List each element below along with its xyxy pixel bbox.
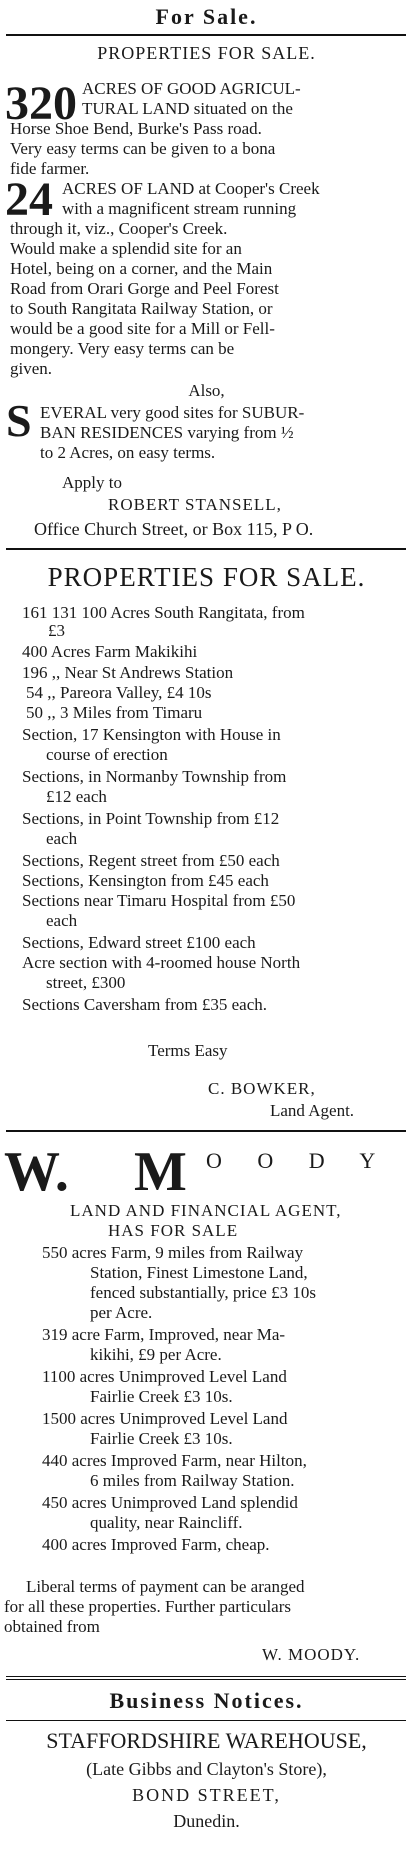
ad-line: Very easy terms can be given to a bona [10, 139, 276, 158]
ad-line: Road from Orari Gorge and Peel Forest [10, 279, 279, 298]
listing-line: 1500 acres Unimproved Level Land [42, 1409, 288, 1428]
ad-number: 320 [5, 77, 77, 130]
listing-line: 450 acres Unimproved Land splendid [42, 1493, 298, 1512]
ad-line: with a magnificent stream running [62, 199, 297, 218]
listing-line: Sections, Kensington from £45 each [22, 871, 269, 890]
name-rest: O O D Y [206, 1148, 376, 1173]
section-header-for-sale: For Sale. [155, 4, 258, 29]
listing-line: £12 each [46, 787, 107, 806]
listing-line: Sections, in Point Township from £12 [22, 809, 280, 828]
divider [6, 1720, 406, 1721]
liberal-terms-line: obtained from [4, 1617, 100, 1636]
ad-line: ACRES OF LAND at Cooper's Creek [62, 179, 320, 198]
listing-line: 50 ,, 3 Miles from Timaru [26, 703, 203, 722]
listing-line: 440 acres Improved Farm, near Hilton, [42, 1451, 307, 1470]
agent-office: Office Church Street, or Box 115, P O. [34, 519, 314, 539]
ad-line: given. [10, 359, 53, 378]
listing-line: Sections, Regent street from £50 each [22, 851, 280, 870]
signature: W. MOODY. [262, 1645, 361, 1664]
drop-cap: S [6, 395, 32, 446]
liberal-terms-line: for all these properties. Further particulars [4, 1597, 292, 1616]
terms-label: Terms Easy [148, 1041, 228, 1060]
listing-line: Acre section with 4-roomed house North [22, 953, 301, 972]
has-for-sale: HAS FOR SALE [108, 1221, 239, 1240]
listing-line: 54 ,, Pareora Valley, £4 10s [26, 683, 212, 702]
listing-line: 400 Acres Farm Makikihi [22, 642, 198, 661]
ad-line: Hotel, being on a corner, and the Main [10, 259, 273, 278]
ad-line: EVERAL very good sites for SUBUR- [40, 403, 305, 422]
agent-title: Land Agent. [270, 1101, 355, 1120]
listing-line: Sections, in Normanby Township from [22, 767, 287, 786]
listing-line: 196 ,, Near St Andrews Station [22, 663, 234, 682]
listing-line: Fairlie Creek £3 10s. [90, 1387, 233, 1406]
listing-line: Sections near Timaru Hospital from £50 [22, 891, 296, 910]
ad-line: Would make a splendid site for an [10, 239, 242, 258]
listing-line: each [46, 829, 78, 848]
listing-line: 161 131 100 Acres South Rangitata, from [22, 603, 305, 622]
divider [6, 1130, 406, 1132]
also-label: Also, [188, 381, 225, 400]
listing-line: 319 acre Farm, Improved, near Ma- [42, 1325, 286, 1344]
name-initial: W. [4, 1141, 69, 1203]
listing-line: street, £300 [46, 973, 126, 992]
ad-line: to 2 Acres, on easy terms. [40, 443, 216, 462]
listing-line: 550 acres Farm, 9 miles from Railway [42, 1243, 304, 1262]
listing-line: Sections Caversham from £35 each. [22, 995, 268, 1014]
listing-line: fenced substantially, price £3 10s [90, 1283, 316, 1302]
ad-line: ACRES OF GOOD AGRICUL- [82, 79, 301, 98]
listing-line: per Acre. [90, 1303, 153, 1322]
divider [6, 548, 406, 550]
listing-line: 400 acres Improved Farm, cheap. [42, 1535, 270, 1554]
agent-subtitle: LAND AND FINANCIAL AGENT, [70, 1201, 342, 1220]
apply-to: Apply to [62, 473, 122, 492]
listing-line: each [46, 911, 78, 930]
ad-line: would be a good site for a Mill or Fell- [10, 319, 275, 338]
divider [6, 34, 406, 36]
ad-line: Horse Shoe Bend, Burke's Pass road. [10, 119, 262, 138]
listing-line: quality, near Raincliff. [90, 1513, 243, 1532]
listing-line: 1100 acres Unimproved Level Land [42, 1367, 287, 1386]
listing-line: £3 [48, 621, 65, 640]
ad-line: through it, viz., Cooper's Creek. [10, 219, 228, 238]
ad-line: TURAL LAND situated on the [82, 99, 293, 118]
ad-title: PROPERTIES FOR SALE. [47, 562, 366, 592]
listing-line: Station, Finest Limestone Land, [90, 1263, 308, 1282]
listing-line: kikihi, £9 per Acre. [90, 1345, 222, 1364]
liberal-terms-line: Liberal terms of payment can be aranged [26, 1577, 305, 1596]
listing-line: Sections, Edward street £100 each [22, 933, 256, 952]
section-header-business-notices: Business Notices. [109, 1688, 304, 1713]
ad-city: Dunedin. [173, 1811, 240, 1831]
agent-name: C. BOWKER, [208, 1079, 316, 1098]
ad-line: BAN RESIDENCES varying from ½ [40, 423, 294, 442]
ad-line: fide farmer. [10, 159, 90, 178]
ad-street: BOND STREET, [132, 1785, 281, 1805]
listing-line: 6 miles from Railway Station. [90, 1471, 295, 1490]
name-letter: M [134, 1141, 187, 1203]
ad-title: PROPERTIES FOR SALE. [97, 43, 316, 63]
ad-number: 24 [5, 173, 53, 226]
listing-line: Fairlie Creek £3 10s. [90, 1429, 233, 1448]
divider [6, 1676, 406, 1680]
agent-name: ROBERT STANSELL, [108, 495, 282, 514]
ad-line: to South Rangitata Railway Station, or [10, 299, 273, 318]
ad-sub: (Late Gibbs and Clayton's Store), [86, 1759, 327, 1779]
ad-line: mongery. Very easy terms can be [10, 339, 235, 358]
listing-line: Section, 17 Kensington with House in [22, 725, 281, 744]
listing-line: course of erection [46, 745, 168, 764]
ad-title: STAFFORDSHIRE WAREHOUSE, [46, 1728, 367, 1753]
